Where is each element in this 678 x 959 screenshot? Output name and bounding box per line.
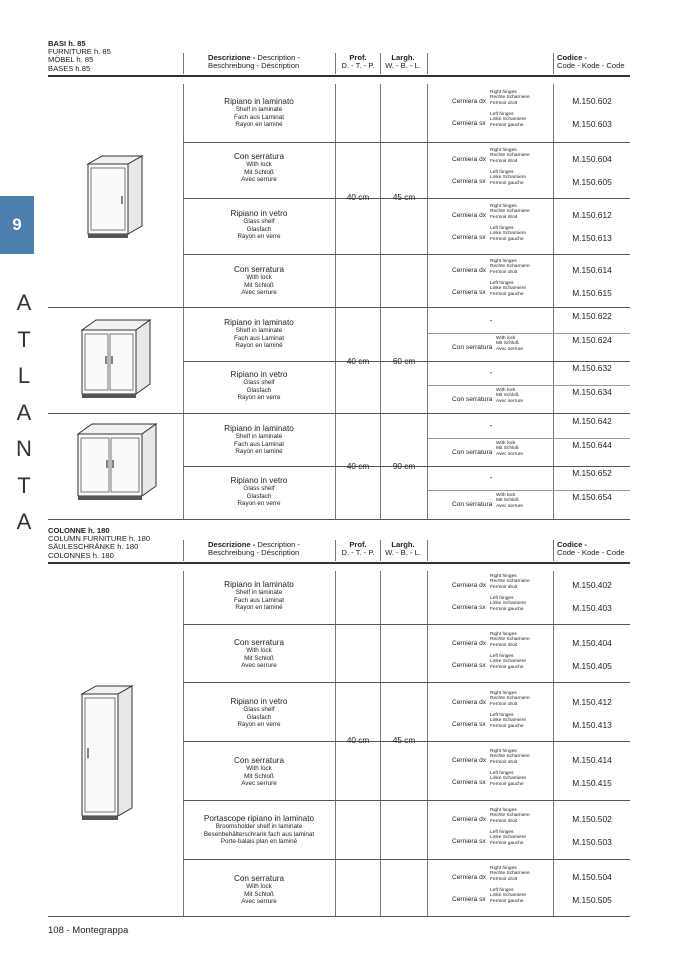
product-code: M.150.632 (572, 363, 612, 373)
product-code: M.150.413 (572, 720, 612, 730)
hinge-options: Cerniera dx Right hinges Rechte Scharniere Fermoir droit Cerniera sx Left hinges Linke Scharniere Fermoir gauche (452, 632, 530, 670)
product-code: M.150.613 (572, 233, 612, 243)
no-option-dash: - (489, 473, 493, 482)
no-option-dash: - (489, 368, 493, 377)
brand-letter: A (16, 290, 32, 315)
brand-letter: T (17, 326, 31, 352)
hinge-options: Cerniera dx Right hinges Rechte Scharniere Fermoir droit Cerniera sx Left hinges Linke Scharniere Fermoir gauche (452, 259, 530, 297)
hinge-options: Cerniera dx Right hinges Rechte Scharniere Fermoir droit Cerniera sx Left hinges Linke Scharniere Fermoir gauche (452, 808, 530, 846)
product-code: M.150.415 (572, 778, 612, 788)
description-header: Descrizione - Description - Beschreibung - Déscription (208, 540, 300, 558)
cabinet-wide-illustration (74, 418, 162, 508)
cabinet-medium-illustration (76, 312, 158, 404)
desc-broom: Portascope ripiano in laminato Broomsholder shelf in laminate Besenbehälterschrank fach aus laminat Porte-balais plan en laminé (203, 814, 315, 846)
depth-value: 40 cm (346, 462, 370, 471)
brand-letter: A (16, 509, 32, 534)
hinge-options: Cerniera dx Right hinges Rechte Scharniere Fermoir droit Cerniera sx Left hinges Linke Scharniere Fermoir gauche (452, 90, 530, 128)
product-code: M.150.412 (572, 697, 612, 707)
chapter-tab: 9 (0, 196, 34, 254)
brand-vertical-text (10, 285, 38, 541)
hinge-options: Cerniera dx Right hinges Rechte Scharniere Fermoir droit Cerniera sx Left hinges Linke Scharniere Fermoir gauche (452, 691, 530, 729)
desc-glass: Ripiano in vetro Glass shelf Glasfach Rayon en verre (230, 370, 288, 402)
depth-value: 40 cm (346, 357, 370, 366)
product-code: M.150.615 (572, 288, 612, 298)
no-option-dash: - (489, 316, 493, 325)
product-code: M.150.505 (572, 895, 612, 905)
depth-value: 40 cm (346, 736, 370, 745)
brand-letter: A (16, 399, 32, 425)
hinge-options: Cerniera dx Right hinges Rechte Scharniere Fermoir droit Cerniera sx Left hinges Linke Scharniere Fermoir gauche (452, 574, 530, 612)
desc-laminate: Ripiano in laminato Shelf in laminate Fach aus Laminat Rayon en laminé (224, 580, 294, 612)
desc-glass: Ripiano in vetro Glass shelf Glasfach Rayon en verre (230, 697, 288, 729)
desc-lock: Con serratura With lock Mit Schloß Avec serrure (233, 874, 285, 906)
product-code: M.150.503 (572, 837, 612, 847)
product-code: M.150.402 (572, 580, 612, 590)
depth-value: 40 cm (346, 193, 370, 202)
product-code: M.150.502 (572, 814, 612, 824)
product-code: M.150.644 (572, 440, 612, 450)
product-code: M.150.612 (572, 210, 612, 220)
product-code: M.150.414 (572, 755, 612, 765)
product-code: M.150.614 (572, 265, 612, 275)
code-header: Codice - Code - Kode - Code (557, 53, 625, 71)
cabinet-small-illustration (80, 152, 152, 242)
desc-lock: Con serratura With lock Mit Schloß Avec serrure (233, 638, 285, 670)
product-code: M.150.654 (572, 492, 612, 502)
product-code: M.150.604 (572, 154, 612, 164)
product-code: M.150.624 (572, 335, 612, 345)
product-code: M.150.404 (572, 638, 612, 648)
product-code: M.150.602 (572, 96, 612, 106)
product-code: M.150.504 (572, 872, 612, 882)
desc-lock: Con serratura With lock Mit Schloß Avec serrure (233, 152, 285, 184)
product-code: M.150.603 (572, 119, 612, 129)
code-header: Codice - Code - Kode - Code (557, 540, 625, 558)
colonne-title: COLONNE h. 180 COLUMN FURNITURE h. 180 SÄULESCHRÄNKE h. 180 COLONNES h. 180 (48, 526, 151, 560)
width-header: Largh. W. - B. - L. (385, 540, 421, 558)
hinge-options: Cerniera dx Right hinges Rechte Scharniere Fermoir droit Cerniera sx Left hinges Linke Scharniere Fermoir gauche (452, 148, 530, 186)
brand-letter: T (17, 472, 31, 498)
product-code: M.150.642 (572, 416, 612, 426)
product-code: M.150.605 (572, 177, 612, 187)
width-value: 45 cm (392, 736, 416, 745)
width-value: 60 cm (392, 357, 416, 366)
hinge-options: Cerniera dx Right hinges Rechte Scharniere Fermoir droit Cerniera sx Left hinges Linke Scharniere Fermoir gauche (452, 749, 530, 787)
brand-letter: L (17, 363, 31, 388)
column-cabinet-illustration (78, 682, 138, 824)
desc-lock: Con serratura With lock Mit Schloß Avec serrure (233, 756, 285, 788)
desc-glass: Ripiano in vetro Glass shelf Glasfach Rayon en verre (230, 209, 288, 241)
product-code: M.150.405 (572, 661, 612, 671)
desc-lock: Con serratura With lock Mit Schloß Avec serrure (233, 265, 285, 297)
product-code: M.150.652 (572, 468, 612, 478)
depth-header: Prof. D. - T. - P. (341, 540, 375, 558)
width-header: Largh. W. - B. - L. (385, 53, 421, 71)
desc-laminate: Ripiano in laminato Shelf in laminate Fach aus Laminat Rayon en laminé (224, 97, 294, 129)
page-footer: 108 - Montegrappa (48, 925, 129, 936)
hinge-options: Cerniera dx Right hinges Rechte Scharniere Fermoir droit Cerniera sx Left hinges Linke Scharniere Fermoir gauche (452, 204, 530, 242)
product-code: M.150.622 (572, 311, 612, 321)
desc-laminate: Ripiano in laminato Shelf in laminate Fach aus Laminat Rayon en laminé (224, 318, 294, 350)
desc-glass: Ripiano in vetro Glass shelf Glasfach Rayon en verre (230, 476, 288, 508)
width-value: 90 cm (392, 462, 416, 471)
product-code: M.150.403 (572, 603, 612, 613)
no-option-dash: - (489, 421, 493, 430)
width-value: 45 cm (392, 193, 416, 202)
depth-header: Prof. D. - T. - P. (341, 53, 375, 71)
product-code: M.150.634 (572, 387, 612, 397)
desc-laminate: Ripiano in laminato Shelf in laminate Fach aus Laminat Rayon en laminé (224, 424, 294, 456)
description-header: Descrizione - Description - Beschreibung - Déscription (208, 53, 300, 71)
brand-letter: N (16, 436, 32, 461)
basi-title: BASI h. 85 FURNITURE h. 85 MÖBEL h. 85 BASES h.85 (48, 39, 111, 73)
hinge-options: Cerniera dx Right hinges Rechte Scharniere Fermoir droit Cerniera sx Left hinges Linke Scharniere Fermoir gauche (452, 866, 530, 904)
